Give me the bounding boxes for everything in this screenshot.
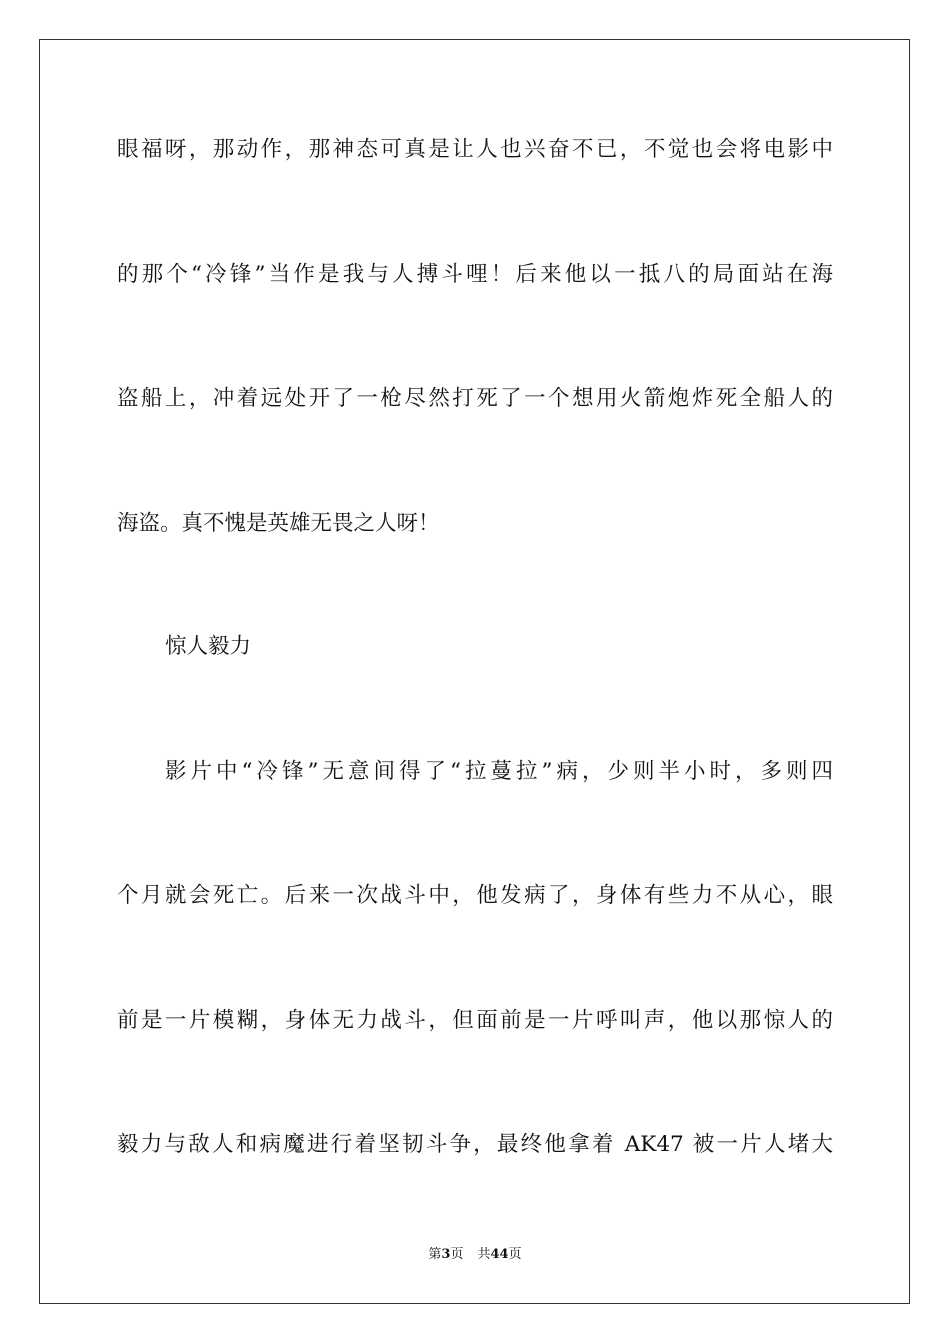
body-text-line: 影片中“冷锋”无意间得了“拉蔓拉”病，少则半小时，多则四 <box>165 759 833 784</box>
page-footer <box>0 1246 950 1264</box>
section-heading: 惊人毅力 <box>165 634 252 659</box>
total-prefix: 共 <box>477 1247 491 1262</box>
body-text-line: 毅力与敌人和病魔进行着坚韧斗争，最终他拿着 AK47 被一片人堵大 <box>117 1132 833 1157</box>
page-border <box>39 39 910 1304</box>
body-text-line: 个月就会死亡。后来一次战斗中，他发病了，身体有些力不从心，眼 <box>117 883 833 908</box>
body-text-line: 盗船上，冲着远处开了一枪尽然打死了一个想用火箭炮炸死全船人的 <box>117 386 833 411</box>
page-number: 3 <box>441 1247 451 1262</box>
total-suffix: 页 <box>508 1247 522 1262</box>
body-text-line: 海盗。真不愧是英雄无畏之人呀！ <box>117 511 440 536</box>
total-pages: 44 <box>490 1247 509 1262</box>
page-suffix: 页 <box>450 1247 464 1262</box>
body-text-line: 的那个“冷锋”当作是我与人搏斗哩！后来他以一抵八的局面站在海 <box>117 262 833 287</box>
page-prefix: 第 <box>428 1247 442 1262</box>
body-text-line: 前是一片模糊，身体无力战斗，但面前是一片呼叫声，他以那惊人的 <box>117 1008 833 1033</box>
body-text-line: 眼福呀，那动作，那神态可真是让人也兴奋不已，不觉也会将电影中 <box>117 137 833 162</box>
